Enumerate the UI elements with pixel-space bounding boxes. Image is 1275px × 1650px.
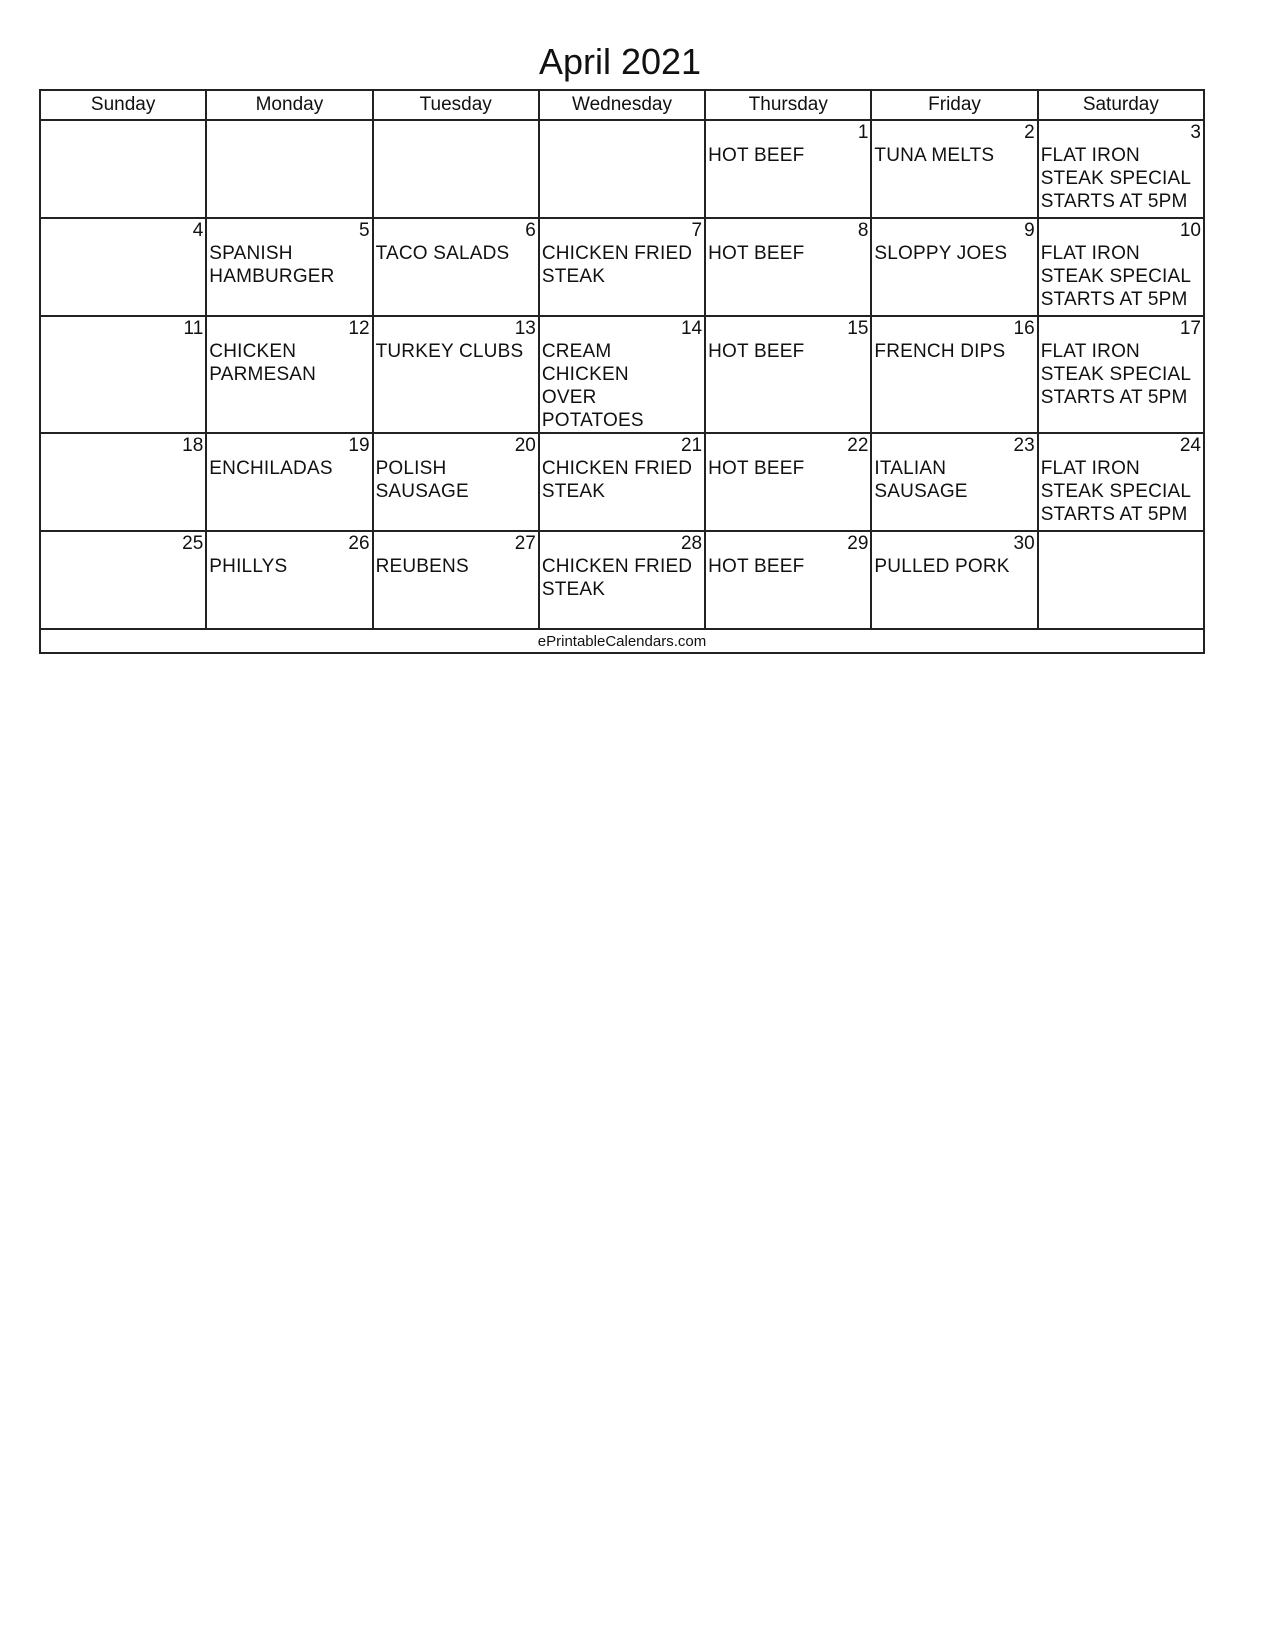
menu-item: HOT BEEF (708, 243, 805, 264)
calendar-grid (39, 89, 1205, 654)
day-number: 8 (857, 220, 869, 241)
day-number: 16 (1013, 318, 1035, 339)
day-cell (705, 218, 871, 316)
day-cell (373, 218, 539, 316)
day-cell (206, 433, 372, 531)
menu-item: PHILLYS (209, 556, 288, 577)
day-number (207, 121, 371, 122)
day-cell (539, 120, 705, 218)
menu-item: FLAT IRON STEAK SPECIAL STARTS AT 5PM (1040, 341, 1192, 408)
day-cell (40, 218, 206, 316)
day-cell (40, 316, 206, 433)
menu-item: TUNA MELTS (874, 145, 995, 166)
day-number: 17 (1179, 318, 1201, 339)
menu-item: POLISH SAUSAGE (375, 458, 469, 502)
menu-item: ITALIAN SAUSAGE (874, 458, 968, 502)
week-row (40, 316, 1204, 433)
menu-item: CHICKEN FRIED STEAK (541, 458, 693, 502)
footer-credit: ePrintableCalendars.com (40, 629, 1204, 653)
day-number (41, 121, 205, 122)
day-cell (1038, 120, 1204, 218)
day-cell (1038, 433, 1204, 531)
menu-item: CHICKEN FRIED STEAK (541, 243, 693, 287)
menu-item: HOT BEEF (708, 341, 805, 362)
day-cell (539, 531, 705, 629)
menu-item: HOT BEEF (708, 556, 805, 577)
day-number: 5 (358, 220, 370, 241)
page-title: April 2021 (538, 41, 702, 82)
menu-item: FLAT IRON STEAK SPECIAL STARTS AT 5PM (1040, 243, 1192, 310)
day-number: 7 (691, 220, 703, 241)
weekday-header-wednesday: Wednesday (539, 90, 705, 120)
day-number: 3 (1190, 122, 1201, 143)
day-cell (871, 218, 1037, 316)
day-cell (871, 120, 1037, 218)
weekday-header-monday: Monday (206, 90, 372, 120)
day-cell (705, 316, 871, 433)
day-number: 28 (680, 533, 703, 554)
day-number: 1 (857, 122, 869, 143)
week-row (40, 433, 1204, 531)
day-number: 22 (847, 435, 869, 456)
day-number: 18 (182, 435, 204, 456)
day-cell (539, 218, 705, 316)
menu-item: CREAM CHICKEN OVER POTATOES (541, 341, 644, 431)
weekday-header-saturday: Saturday (1038, 90, 1204, 120)
menu-item: TURKEY CLUBS (375, 341, 524, 362)
week-row (40, 531, 1204, 629)
day-cell (206, 120, 372, 218)
day-number: 27 (514, 533, 536, 554)
day-cell (206, 218, 372, 316)
day-number (1039, 532, 1203, 533)
day-number (540, 121, 704, 122)
day-cell (871, 531, 1037, 629)
week-row (40, 218, 1204, 316)
day-cell (1038, 218, 1204, 316)
calendar-body (40, 120, 1204, 629)
day-cell (705, 433, 871, 531)
day-cell (373, 531, 539, 629)
day-cell (206, 531, 372, 629)
menu-item: FLAT IRON STEAK SPECIAL STARTS AT 5PM (1040, 458, 1192, 525)
day-number: 14 (680, 318, 703, 339)
day-number: 30 (1013, 533, 1035, 554)
day-cell (705, 120, 871, 218)
day-number: 29 (847, 533, 869, 554)
weekday-header-tuesday: Tuesday (373, 90, 539, 120)
day-number: 6 (525, 220, 536, 241)
day-number: 4 (192, 220, 204, 241)
day-cell (373, 120, 539, 218)
day-cell (373, 316, 539, 433)
weekday-header-sunday: Sunday (40, 90, 206, 120)
menu-item: FRENCH DIPS (874, 341, 1006, 362)
day-number: 24 (1179, 435, 1201, 456)
day-cell (1038, 316, 1204, 433)
day-cell (705, 531, 871, 629)
day-number (374, 121, 538, 122)
menu-item: PULLED PORK (874, 556, 1010, 577)
day-cell (40, 433, 206, 531)
weekday-header-row (40, 90, 1204, 120)
weekday-header-thursday: Thursday (705, 90, 871, 120)
week-row (40, 120, 1204, 218)
day-cell (40, 531, 206, 629)
day-number: 26 (348, 533, 370, 554)
day-number: 21 (680, 435, 703, 456)
menu-item: FLAT IRON STEAK SPECIAL STARTS AT 5PM (1040, 145, 1192, 212)
day-number: 9 (1024, 220, 1035, 241)
day-number: 19 (348, 435, 370, 456)
day-cell (539, 433, 705, 531)
day-number: 15 (847, 318, 869, 339)
day-cell (206, 316, 372, 433)
day-number: 2 (1024, 122, 1035, 143)
day-cell (871, 316, 1037, 433)
day-cell (40, 120, 206, 218)
day-cell (871, 433, 1037, 531)
day-number: 20 (514, 435, 536, 456)
day-number: 10 (1179, 220, 1201, 241)
menu-item: CHICKEN FRIED STEAK (541, 556, 693, 600)
menu-item: HOT BEEF (708, 145, 805, 166)
menu-item: TACO SALADS (375, 243, 510, 264)
footer-row (40, 629, 1204, 653)
day-number: 11 (183, 318, 204, 339)
day-cell (373, 433, 539, 531)
menu-item: HOT BEEF (708, 458, 805, 479)
day-cell (1038, 531, 1204, 629)
menu-item: SPANISH HAMBURGER (209, 243, 335, 287)
menu-item: CHICKEN PARMESAN (209, 341, 317, 385)
menu-item: SLOPPY JOES (874, 243, 1008, 264)
day-number: 13 (514, 318, 536, 339)
weekday-header-friday: Friday (871, 90, 1037, 120)
day-number: 25 (182, 533, 204, 554)
day-cell (539, 316, 705, 433)
day-number: 12 (348, 318, 370, 339)
menu-item: ENCHILADAS (209, 458, 333, 479)
menu-item: REUBENS (375, 556, 469, 577)
day-number: 23 (1013, 435, 1035, 456)
